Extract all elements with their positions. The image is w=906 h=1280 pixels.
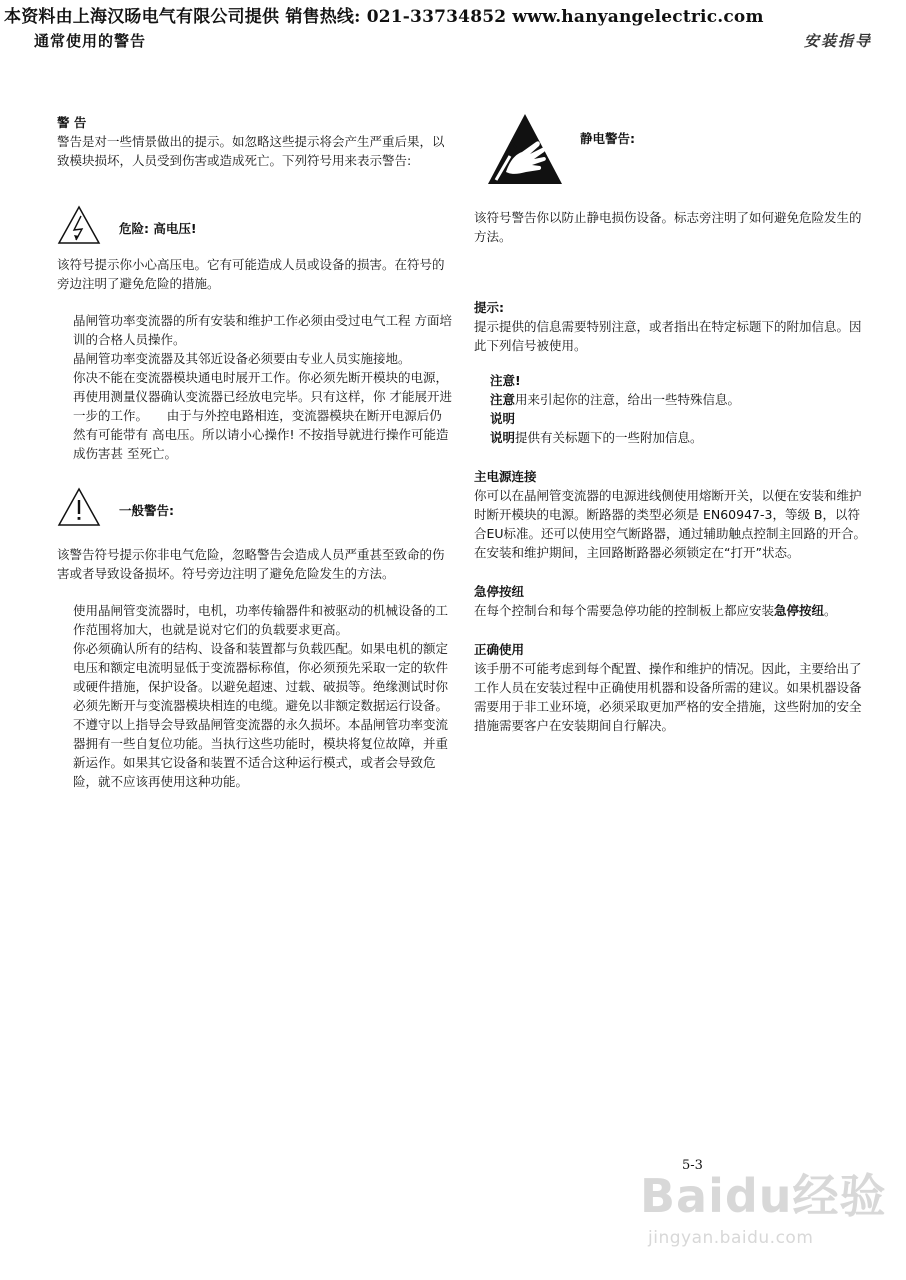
list-item: 晶闸管功率变流器的所有安装和维护工作必须由受过电气工程 方面培训的合格人员操作。 <box>73 313 452 347</box>
watermark-url: jingyan.baidu.com <box>648 1228 814 1248</box>
right-column <box>474 112 872 735</box>
proper-use-desc: 该手册不可能考虑到每个配置、操作和维护的情况。因此，主要给出了工作人员在安装过程中正确使用机器和设备所需的建议。如果机器设备需要用于非工业环境，必须采取更加严格的安全措施，这些附加的安全措施需要客户在安装期间自行解决。 <box>474 661 862 733</box>
watermark-logo: Baidu经验 <box>640 1169 887 1223</box>
tip-list <box>474 371 872 447</box>
esd-hand-icon <box>486 112 564 186</box>
explanation-heading: 说明 <box>490 411 516 426</box>
general-warning-desc: 该警告符号提示你非电气危险，忽略警告会造成人员严重甚至致命的伤害或者导致设备损坏。符号旁边注明了避免危险发生的方法。 <box>57 547 445 581</box>
note-heading: 注意! <box>490 373 521 388</box>
estop-desc: 在每个控制台和每个需要急停功能的控制板上都应安装急停按纽。 <box>474 603 837 618</box>
mains-desc: 你可以在晶闸管变流器的电源进线侧使用熔断开关，以便在安装和维护时断开模块的电源。断路器的类型必须是 EN60947-3，等级 B，以符合EU标准。还可以使用空气断路器，通过辅助触点控制主回路的开合。在安装和维护期间，主回路断路器必须锁定在“打开”状态。 <box>474 488 867 560</box>
high-voltage-label: 危险: 高电压! <box>119 221 197 236</box>
esd-desc: 该符号警告你以防止静电损伤设备。标志旁注明了如何避免危险发生的方法。 <box>474 210 862 244</box>
high-voltage-desc: 该符号提示你小心高压电。它有可能造成人员或设备的损害。在符号的旁边注明了避免危险的措施。 <box>57 257 445 291</box>
esd-row <box>474 112 872 196</box>
exclamation-icon <box>57 487 101 527</box>
esd-label: 静电警告: <box>580 131 635 146</box>
high-voltage-icon <box>57 205 101 245</box>
section-title: 通常使用的警告 <box>34 32 147 50</box>
high-voltage-row <box>57 205 453 249</box>
page-number: 5-3 <box>682 1158 703 1173</box>
high-voltage-list <box>57 311 453 463</box>
tip-desc: 提示提供的信息需要特别注意，或者指出在特定标题下的附加信息。因此下列信号被使用。 <box>474 319 862 353</box>
chapter-title: 安装指导 <box>803 32 872 50</box>
general-warning-list <box>57 601 453 791</box>
list-item: 晶闸管功率变流器及其邻近设备必须要由专业人员实施接地。 <box>73 351 411 366</box>
mains-heading: 主电源连接 <box>474 469 537 484</box>
tip-heading: 提示: <box>474 300 504 315</box>
list-item: 你必须确认所有的结构、设备和装置都与负载匹配。如果电机的额定电压和额定电流明显低于变流器标称值，你必须预先采取一定的软件或硬件措施，保护设备。以避免超速、过载、破损等。绝缘测试时你必须先断开与变流器模块相连的电缆。避免以非额定数据运行设备。不遵守以上指导会导致晶闸管变流器的永久损坏。本晶闸管功率变流器拥有一些自复位功能。当执行这些功能时，模块将复位故障，并重新运作。如果其它设备和装置不适合这种运行模式，或者会导致危险，就不应该再使用这种功能。 <box>73 641 449 789</box>
list-item: 你决不能在变流器模块通电时展开工作。你必须先断开模块的电源，再使用测量仪器确认变流器已经放电完毕。只有这样，你 才能展开进一步的工作。 由于与外控电路相连，变流器模块在断开电源后仍然有可能带有 高电压。所以请小心操作! 不按指导就进行操作可能造成伤害甚 至死亡。 <box>73 370 452 461</box>
general-warning-label: 一般警告: <box>119 503 174 518</box>
warning-heading: 警 告 <box>57 115 87 130</box>
left-column <box>57 113 453 791</box>
note-desc: 注意用来引起你的注意，给出一些特殊信息。 <box>490 392 741 407</box>
list-item: 使用晶闸管变流器时，电机，功率传输器件和被驱动的机械设备的工作范围将加大，也就是说对它们的负载要求更高。 <box>73 603 449 637</box>
proper-use-heading: 正确使用 <box>474 642 525 657</box>
warning-intro: 警告是对一些情景做出的提示。如忽略这些提示将会产生严重后果，以致模块损坏，人员受到伤害或造成死亡。下列符号用来表示警告: <box>57 134 445 168</box>
general-warning-row <box>57 487 453 531</box>
explanation-desc: 说明提供有关标题下的一些附加信息。 <box>490 430 703 445</box>
top-banner: 本资料由上海汉旸电气有限公司提供 销售热线: 021-33734852 www.hanyangelectric.com <box>4 7 764 27</box>
estop-heading: 急停按纽 <box>474 584 525 599</box>
